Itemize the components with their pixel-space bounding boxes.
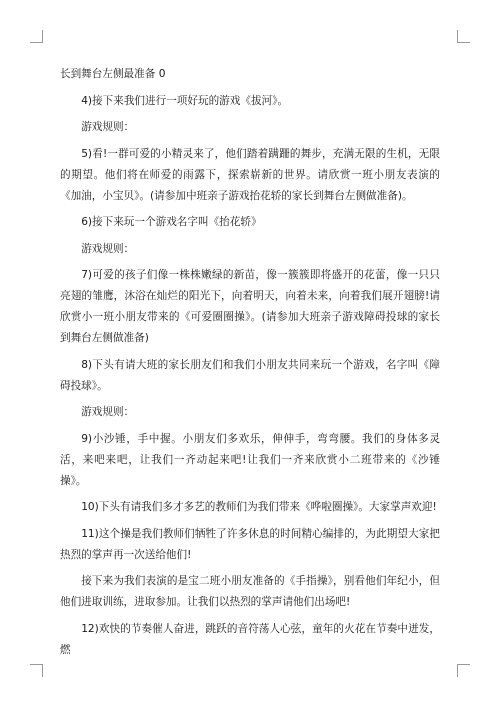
- crop-mark-bottom-left: [30, 664, 43, 677]
- document-body: [60, 64, 440, 666]
- paragraph: 接下来为我们表演的是宝二班小朋友准备的《手指操》，别看他们年纪小，但他们进取训练，进取参加。让我们以热烈的掌声请他们出场吧!: [60, 575, 440, 608]
- paragraph: 游戏规则：: [81, 406, 135, 418]
- paragraph: 4)接下来我们进行一项好玩的游戏《拔河》。: [81, 94, 289, 107]
- paragraph: 9)小沙锤，手中握。小朋友们多欢乐，伸伸手，弯弯腰。我们的身体多灵活，来吧来吧，让我们一齐动起来吧!让我们一齐来欣赏小二班带来的《沙锤操》。: [60, 432, 440, 487]
- paragraph: 长到舞台左侧最准备 0: [60, 68, 166, 80]
- paragraph: 游戏规则：: [81, 121, 135, 133]
- paragraph: 11)这个操是我们教师们牺牲了许多休息的时间精心编排的，为此期望大家把热烈的掌声再一次送给他们!: [60, 527, 440, 561]
- paragraph: 游戏规则：: [81, 242, 135, 255]
- paragraph: 12)欢快的节奏催人奋进，跳跃的音符荡人心弦，童年的火花在节奏中迸发，燃: [60, 622, 440, 656]
- paragraph: 6)接下来玩一个游戏名字叫《抬花轿》: [81, 216, 262, 228]
- paragraph: 10)下头有请我们多才多艺的教师们为我们带来《哗啦圈操》。大家掌声欢迎!: [81, 501, 437, 513]
- paragraph: 7)可爱的孩子们像一株株嫩绿的新苗，像一簇簇即将盛开的花蕾，像一只只亮翅的雏鹰，沐浴在灿烂的阳光下，向着明天，向着未来，向着我们展开翅膀!请欣赏小一班小朋友带来的《可爱圈圈操》。(请参加大班亲子游戏障碍投球的家长到舞台左侧做准备): [60, 269, 440, 344]
- paragraph: 8)下头有请大班的家长朋友们和我们小朋友共同来玩一个游戏，名字叫《障碍投球》。: [60, 358, 440, 392]
- crop-mark-top-right: [457, 30, 470, 43]
- crop-mark-bottom-right: [457, 664, 470, 677]
- paragraph: 5)看!一群可爱的小精灵来了，他们踏着蹒跚的舞步，充满无限的生机，无限的期望。他们将在师爱的雨露下，探索崭新的世界。请欣赏一班小朋友表演的《加油，小宝贝》。(请参加中班亲子游戏抬花轿的家长到舞台左侧做准备)。: [60, 147, 440, 202]
- crop-mark-top-left: [30, 30, 43, 43]
